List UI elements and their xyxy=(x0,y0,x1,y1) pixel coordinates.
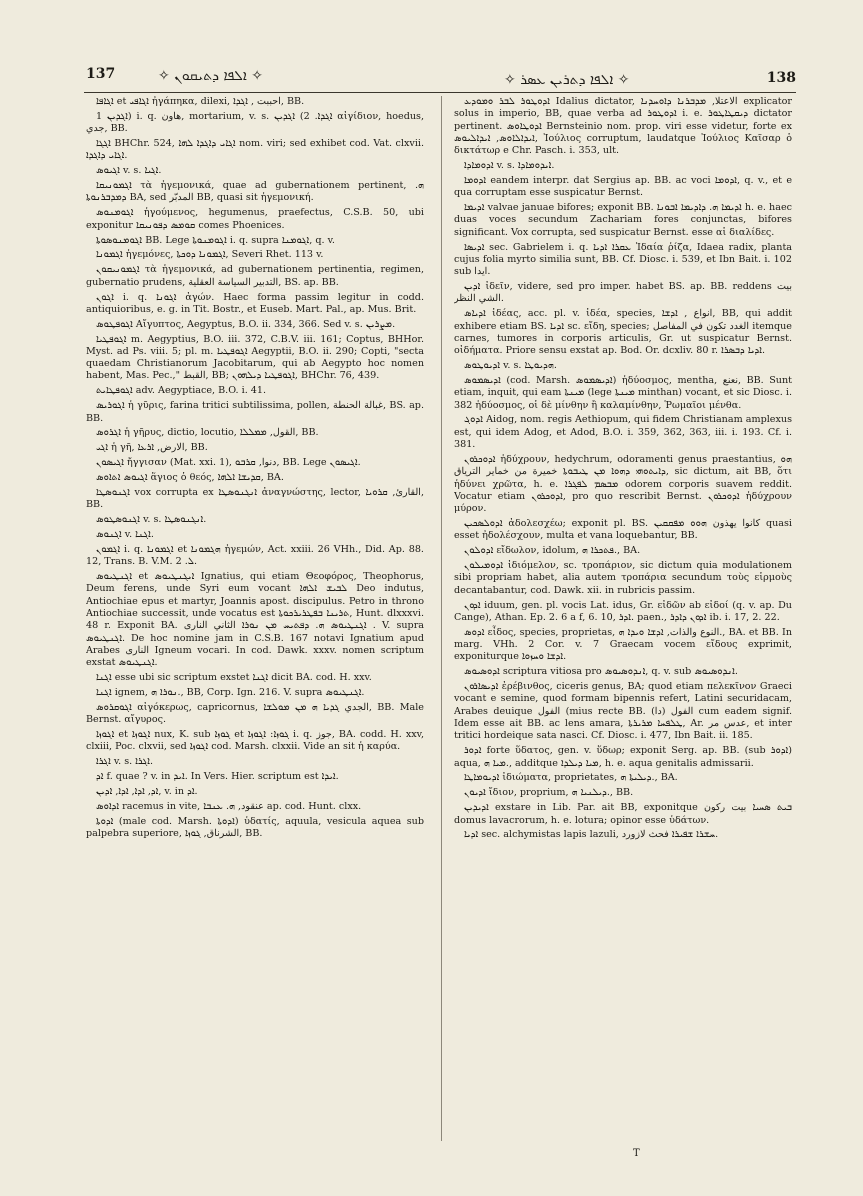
dictionary-entry: ܐܕܝܣܐ sec. Gabrielem i. q. ܥܩܪܐ ܐܕܝܐ Ἰδαία ῥίζα, Idaea radix, planta cujus folia myrto similia sunt, BB. Cf. Diosc. i. 539, et Ibn Bait. i. 102 sub ايدا. xyxy=(454,241,792,278)
dictionary-entry: ܐܕܘܣܝܘܣ scriptura vitiosa pro ܐܢܕܘܣܝܘܣ, q. v. sub ܐܢܕܘܣܝܘܣ. xyxy=(464,666,738,678)
dictionary-entry: ܐܕܘܠܘܢ εἴδωλον, idolum, ܦܬܟܪܐ ܗ., BA. xyxy=(464,545,641,557)
dictionary-entry: ܐܕܝܡܐ valvae januae bifores; exponit BB. ܐܕܝܡܐ ܗ. ܕܐܕܝܡܐ ܐܒܘܢܐ h. e. haec duas voces secundum Zachariam fores conjunctas, bifores significant. Vox corrupta, sed suspicatur Bernst. esse αἱ διαλίδες. xyxy=(454,202,792,238)
dictionary-entry: ܐܕܘܡܐܕܐ v. s. ܐܝܕܘܡܐܕܐ. xyxy=(464,160,555,172)
signature-mark: T xyxy=(633,1148,640,1159)
dictionary-entry: ܐܓܢܘܣܛܘܣ v. s. ܐܢܓܢܘܣܛܐ. xyxy=(96,514,207,526)
dictionary-entry: ܐܓܝ ἡ γῆ, الارض, ܐܪܥܐ, BB. xyxy=(96,442,208,454)
dictionary-entry: ܐܕܘܠܣܟܝܢ ἀδολεσχέω; exponit pl. BS. كانوا يهذون ܗܘܘ ܡܦܩܩܝܢ quasi esset ἠδολέσχουν, multa et vana loquebantur, BB. xyxy=(454,518,792,542)
dictionary-entry: ܐܓܘܡܢܘܣ ἡγούμενος, hegumenus, praefectus, C.S.B. 50, ubi exponitur ܩܘܡܣ ܕܦܘܢܝܩܐ comes Phoenices. xyxy=(86,207,424,231)
dictionary-entry: ܐܓܘܪܝܣ ἡ γῦρις, farina tritici subtilissima, pollen, غبالة الحنطة, BS. ap. BB. xyxy=(86,400,424,424)
header-rule xyxy=(84,92,796,93)
dictionary-entry: ܐܓܡܘܢܐ ἡγεμόνες, ܐܓܡܘܢܐ ܕܘܟܬܐ, Severi Rhet. 113 v. xyxy=(96,249,324,261)
dictionary-entry: ܐܓܝܣܘܢ ἤγγισαν (Mat. xxi. 1), دنوا, ܩܪܒܘ, BB. Lege ܐܓܝܣܘܢ. xyxy=(96,457,361,469)
dictionary-entry: ܐܕܘܪ forte ὕδατος, gen. v. ὕδωρ; exponit Serg. ap. BB. (sub ܐܕܘܪ) aqua, ܡܝܐ ܗ., additque ܡܝܐ ܕܝܠܕܐ, h. e. aqua genitalis admissarii. xyxy=(454,745,792,769)
dictionary-entry: ܐܕܝܘܡܐܛܐ ἰδιώματα, proprietates, ܕܝܠܝܬܐ ܗ., BA. xyxy=(464,772,678,784)
dictionary-entry: ܐܓܓܐ BHChr. 524, ܐܓܐܝ ܕܐܓܕܐ ܠܗܐ nom. viri; sed exhibet cod. Vat. clxvii. ܐܓܐܝ ܕܐܓܕܐ. xyxy=(86,138,424,162)
dictionary-entry: ܐܓܘܦܛܝܐ m. Aegyptius, B.O. iii. 372, C.B.V. iii. 161; Coptus, BHHor. Myst. ad Ps. viii. 5; pl. m. ܐܓܘܦܛܝܐ Aegyptii, B.O. ii. 290; Copti, "secta quaedam Christianorum Jacobitarum, qui ab Aegypto hoc nomen habent, Mas. Pec.," القبط, BB; ܐܓܘܦܛܝܐ ܕܝܠܗܘܢ, BHChr. 76, 439. xyxy=(86,333,424,382)
dictionary-entry: ܐܕܘܟܪܘܢ ἡδύχρουν, hedychrum, odoramenti genus praestantius, ܗܘ ܕܐܝܬܘܗܝ ܕܗܘܐ ܡܢ ܛܝܒܘܬܐ خميرة من خماير الترياق, sic dictum, ait BB, ὅτι ἡδύνει χρῶτα, h. e. ܡܒܣܡ ܠܦܓܪܐ odorem corporis suavem reddit. Vocatur etiam ܐܕܘܟܪܘܢ, pro quo rescribit Bernst. ܐܕܘܟܪܘܢ ἡδύχρουν μύρον. xyxy=(454,453,792,515)
dictionary-entry: ܐܕܝܘܢ ἴδιον, proprium, ܕܝܠܢܝܐ ܗ., BB. xyxy=(464,787,634,799)
dictionary-entry: ܐܕܝܘܛܘܣ v. s. ܗܕܝܘܛܐ. xyxy=(464,360,557,372)
dictionary-entry: ܐܓܪܘܣ ἡ γῆρυς, dictio, locutio, القول, ܡܡܠܠܐ, BB. xyxy=(96,427,319,439)
dictionary-entry: ܐܓܘܡܢܘܣܘܬܐ BB. Lege ܐܓܘܡܢܘܬܐ i. q. supra ܐܓܘܡܢܐ, q. v. xyxy=(96,234,335,246)
dictionary-entry: ܐܓܡܘܢܝܩܘܢ τὰ ἡγεμονικά, ad gubernationem pertinentia, regimen, gubernatio prudens, التدبير السياسة العقلية, BS. ap. BB. xyxy=(86,264,424,288)
left-page-number: 137 xyxy=(86,66,116,82)
dictionary-entry: ܐܓܘܦܛܘܣ Αἴγυπτος, Aegyptus, B.O. ii. 334, 366. Sed v. s. ܡܨܪܝܢ. xyxy=(96,318,396,330)
dictionary-entry: ܐܕܘܢ iduum, gen. pl. vocis Lat. idus, Gr. εἰδῶν ab εἰδοί (q. v. ap. Du Cange), Athan. Ep. 2. 6 a f, 6. 10, ܐܕܪ. paen., ܐܕܘܢ ܕܐܕܪ ib. i. 17, 2. 22. xyxy=(454,599,792,623)
dictionary-entry: ܐܓܢܛܝܘܣ et ܐܝܓܢܛܝܘܣ Ignatius, qui etiam Θεοφόρος, Theophorus, Deum ferens, unde Syri eum vocant ܠܒܝܫ ܐܠܗܐ Deo indutus, Antiochiae epus et martyr, Joannis apost. discipulus. Petro in throno Antiochiae successit, unde vocatus est ܬܪܝܢܐ ܒܦܛܪܝܪܟܘܬܐ, Hunt. dlxxxvi. 48 r. Exponit BA. ܐܓܢܛܝܘܣ ܗ. ܕܦܬܝܚ ܡܢ ܢܘܪܐ الثاني النارى . V. supra ܐܓܢܛܝܘܣ. De hoc nomine jam in C.S.B. 167 notavi Ignatium apud Arabes النارى Igneum vocari. In cod. Dawk. xxxv. nomen scriptum exstat ܐܓܢܛܝܘܣ. xyxy=(86,571,424,669)
dictionary-entry: ܐܕܝܢ ἰδεῖν, videre, sed pro imper. habet BS. ap. BB. reddens بيت الشي النظر. xyxy=(454,281,792,305)
dictionary-entry: ܐܓܐܦܐ et ܐܓܐܦܝ ἠγάπηκα, dilexi, احببت , ܐܓܕܐ, BB. xyxy=(96,96,305,107)
dictionary-entry: ܐܕ, ܐܕܐ, ܐܕܐ, ܐܕܝܢ, v. in ܐܕ. xyxy=(96,786,198,798)
dictionary-entry: ܐܓܘܩܪܘܣ αἰγόκερως, capricornus, الجدي ܓܕܝܐ ܗ ܡܢ ܡܘܠܫܐ, BB. Male Bernst. αἴγυρος. xyxy=(86,701,424,726)
dictionary-entry: ܐܕ f. quae ? v. in ܐܝܕ. In Vers. Hier. scriptum est ܐܝܕܐ. xyxy=(96,771,339,783)
dictionary-entry: ܐܓܢܐ ignem, ܢܘܪܐ ܗ., BB, Corp. Ign. 216. V. supra ܐܓܢܛܝܘܣ. xyxy=(96,687,365,699)
dictionary-entry: ܐܕܘܣ εἶδος, species, proprietas, النوع والذات, ܐܕܫܐ ܘܝܕܐ ܗ., BA. et BB. In marg. VHh. 2 Cor. v. 7 Graecam vocem εἴδους exprimit, exponiturque ܐܕܫܐ ܘܚܙܘܐ. xyxy=(454,626,792,663)
left-column xyxy=(86,96,424,1144)
dictionary-entry: ܐܓܘܙܐ et ܐܓܘܙܐ nux, K. sub ܓܘܙܐ et ܓܘܙܐ: ܐܓܘܙܐ i. q. جوز, BA. codd. H. xxv, clxiii, Poc. clxvii, sed ܐܓܘܙܐ cod. Marsh. clxxii. Vide an sit ἡ καρύα. xyxy=(86,729,424,753)
dictionary-entry: ܐܓܕܝܢ 1) i. q. هاون, mortarium, v. s. ܐܓܕܐ. 2) ܐܓܕܝܢ αἰγίδιον, hoedus, جدي, BB. xyxy=(86,110,424,135)
dictionary-entry: ܐܕܝܐ sec. alchymistas lapis lazuli, ܚܫܪܐ ܫܦܝܪܐ فحث لازورد. xyxy=(464,829,719,841)
page-header xyxy=(86,66,796,90)
running-head-left: ✧ ܐܠܦܐ ܕܬܝܩܘܢ ✧ xyxy=(158,68,264,84)
right-page-number: 138 xyxy=(766,70,796,86)
dictionary-entry: ܐܓܢܘܣܛܐ vox corrupta ex ܐܢܓܢܘܣܛܐ ἀναγνώστης, lector, القارئ, ܩܪܘܝܐ, BB. xyxy=(86,487,424,511)
dictionary-entry: ܐܓܡܘܢܝܩܐ τὰ ἡγεμονικά, quae ad gubernationem pertinent, ܗ. ܕܡܕܒܪܢܘܬܐ BA, sed المدبّر BB, quasi sit ἡγεμονική. xyxy=(86,180,424,204)
dictionary-entry: ܐܕܝܣܐܪܘܢ ἐρέβινθος, ciceris genus, BA; quod etiam πελεκῖνον Graeci vocant e semine, quod formam bipennis refert, Latini securidacam, Arabes deuique الفول (mius recte BB. الفول (دا) cum eadem signif. Idem esse ait BB. ac lens amara, ܛܠܦܚܐ ܡܪܝܪܬܐ, Ar. عدس مر, et inter tritici hordeique sata nasci. Cf. Diosc. i. 477, Ibn Bait. ii. 185. xyxy=(454,681,792,742)
dictionary-entry: ܐܕܘܡܝܠܘܢ ἰδιόμελον, sc. τροπάριον, sic dictum quia modulationem sibi propriam habet, alia autem τροπάρια secundum τοὺς εἱρμοὺς decantabantur, cod. Dawk. xii. in rubricis passim. xyxy=(454,560,792,596)
dictionary-entry: ܐܓܘܦܛܐܝܬ adv. Aegyptiace, B.O. i. 41. xyxy=(96,385,267,397)
running-head-right: ✧ ܐܠܦܐ ܕܬܪܝܢ ܥܣܪ ✧ xyxy=(504,72,630,88)
right-column xyxy=(454,96,792,1144)
dictionary-entry: ܐܕܝܕܝܢ exstare in Lib. Par. ait BB, exponitque ܒܝܬ ܣܚܝܐ بيت ركون domus lavacrorum, h. e. lotura; opinor esse ὑδάτων. xyxy=(454,802,792,826)
dictionary-entry: ܐܓܢܐ esse ubi sic scriptum exstet ܐܓܢܐ dicit BA. cod. H. xxv. xyxy=(96,672,372,684)
dictionary-entry: ܐܕܐܘܣ racemus in vite, عنقود, ܗ. ܥܢܒܐ ap. cod. Hunt. clxx. xyxy=(96,800,362,812)
dictionary-entry: ܐܕܘܬܐ (male cod. Marsh. ܐܕܘܬܐ) ὑδατίς, aquula, vesicula aquea sub palpebra superiore, الشرناق, ܓܘܙܐ, BB. xyxy=(86,815,424,840)
dictionary-entry: ܐܓܝܘܣ ܐܬܐܘܣ ἅγιος ὁ θεός, ܩܕܝܫܐ ܐܠܗܐ, BA. xyxy=(96,472,284,484)
dictionary-entry: ܐܕܘܛܘܪ ܠܒܪ ܘܡܘܕܥ Idalius dictator, الاعتلا, ܡܕܒܪܢܐ ܕܐܘܚܕܢܐ explicator solus in imperio, BB, quae verba ad ܐܕܘܛܘܪ i. e. ܕܝܩܛܐܛܘܪ dictator pertinent. ܐܕܘܛܐܘܣ Bernsteinio nom. prop. viri esse videtur, forte ex ܐܝܕܐܠܐܘܣ, ܐܝܕܐܠܝܘܣ, Ἰούλιος corruptum, laudatque Ἰούλιος Καῖσαρ ὁ δικτάτωρ e Chr. Pasch. i. 353, ult. xyxy=(454,96,792,157)
dictionary-entry: ܐܓܢܘܣ v. ܐܓܢܐ. xyxy=(96,529,154,541)
dictionary-entry: ܐܕܝܐܣ ἰδέας, acc. pl. v. ἰδέα, species, انواع , ܐܕܫܐ, BB, qui addit exhibere etiam BS. ܐܕܝܐ sc. εἴδη, species; الغدد تكون في المفاصل itemque carnes, tumores in corporis articulis, Gr. ut suspicatur Bernst. οἰδήματα. Priore sensu exstat ap. Bod. Or. dcxliv. 80 r. ܐܕܝܐ ܕܒܣܪܐ. xyxy=(454,308,792,357)
dictionary-entry: ܐܕܘܡܐ eandem interpr. dat Sergius ap. BB. ac voci ܐܕܘܡܐ, q. v., et e qua corruptam esse suspicatur Bernst. xyxy=(454,174,792,199)
dictionary-entry: ܐܕܝܣܡܘܣ (cod. Marsh. ܐܕܝܣܡܘܣ) ἡδύοσμος, mentha, نعنع, BB. Sunt etiam, inquit, qui eam ܡܝܢܬܐ (lege ܡܝܢܬܐ minthan) vocant, et sic Diosc. i. 382 ἡδύοσμος, οἱ δὲ μίνθην ἢ καλαμίνθην, Ῥωμαῖοι μένθα. xyxy=(454,374,792,411)
dictionary-entry: ܐܓܝܘܣ v. s. ܐܓܝܐ. xyxy=(96,165,162,177)
dictionary-entry: ܐܓܘܢ i. q. ܐܓܘܢܐ ἀγών. Haec forma passim legitur in codd. antiquioribus, e. g. in Tit. Bostr., et Euseb. Mart. Pal., ap. Mus. Brit. xyxy=(86,291,424,315)
dictionary-entry: ܐܓܪܐ v. s. ܐܓܪܐ. xyxy=(96,756,154,768)
dictionary-entry: ܐܓܡܘܢ i. q. ܐܓܡܘܢܐ et ܗܓܡܘܢܐ ἡγεμών, Act. xxiii. 26 VHh., Did. Ap. 88. 12, Trans. B. V.M. ܠ. 2. xyxy=(86,543,424,568)
column-separator xyxy=(441,96,442,1141)
dictionary-entry: ܐܕܘܓ Aidog, nom. regis Aethiopum, qui fidem Christianam amplexus est, qui idem Adog, et Adod, B.O. i. 359, 362, 363, iii. i. 193. Cf. i. 381. xyxy=(454,414,792,451)
